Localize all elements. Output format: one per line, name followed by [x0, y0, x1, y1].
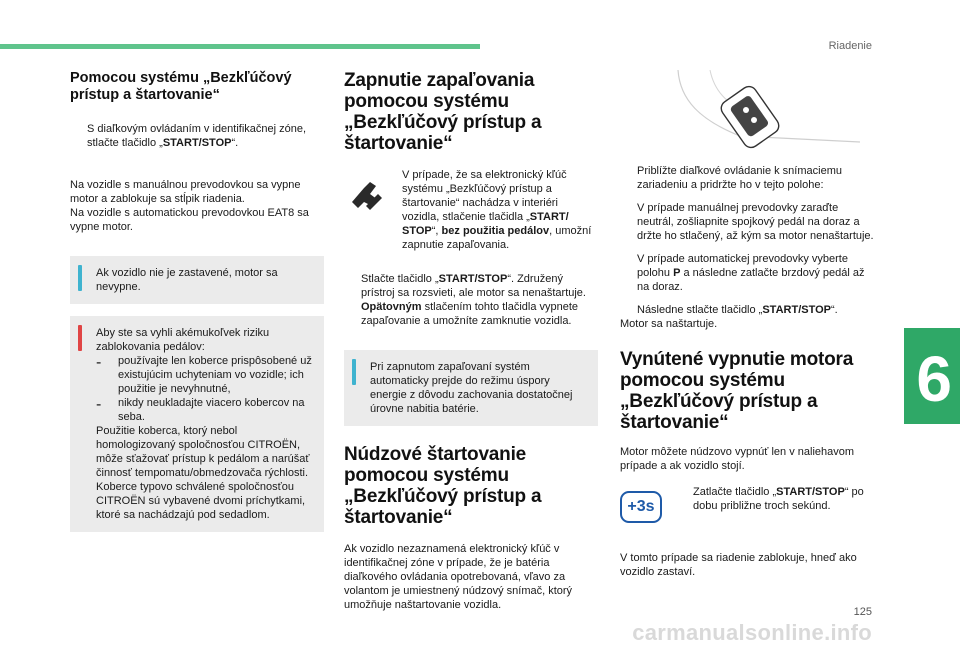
paragraph: Motor sa naštartuje. [620, 318, 718, 330]
page-number: 125 [853, 606, 872, 618]
three-second-block [620, 485, 874, 523]
list-item: V prípade manuálnej prevodovky zaraďte neutrál, zošliapnite spojkový pedál na doraz a držte ho stlačený, až kým sa motor nenaštartuje. [620, 201, 874, 243]
list-item: Následne stlačte tlačidlo „START/STOP“. [620, 303, 874, 317]
warning-icon [78, 325, 82, 351]
bullet-icon [344, 272, 354, 300]
paragraph: Motor môžete núdzovo vypnúť len v naliehavom prípade a ak vozidlo stojí. [620, 446, 855, 472]
paragraph: Ak vozidlo nezaznamená elektronický kľúč v identifikačnej zóne v prípade, že je batéria diaľkového ovládania opotrebovaná, vľavo za volantom je umiestnený núdzový snímač, ktorý umožňuje naštartovanie vozidla. [344, 543, 573, 611]
info-icon [78, 265, 82, 291]
section-label: Riadenie [828, 40, 872, 52]
chapter-number: 6 [916, 343, 952, 415]
list-item: V prípade automatickej prevodovky vyberte polohu P a následne zatlačte brzdový pedál až na doraz. [620, 252, 874, 294]
col3-title: Vynútené vypnutie motora pomocou systému „Bezkľúčový prístup a štartovanie“ [620, 349, 854, 433]
info-icon [352, 359, 356, 385]
list-item: - nikdy neukladajte viacero kobercov na seba. [96, 396, 305, 423]
list-item: Stlačte tlačidlo „START/STOP“. Združený prístroj sa rozsvieti, ale motor sa nenaštartuje. [344, 272, 598, 300]
no-pedal-icon [344, 172, 388, 216]
warning-box: Aby ste sa vyhli akémukoľvek riziku zablokovania pedálov: - používajte len koberce prispôsobené už existujúcim uchyteniam vo vozidle; ich použitie je nevyhnutné, - nikdy neukladajte viacero kobercov na seba. Použitie koberca, ktorý nebol homologizovaný spoločnosťou CITROËN, môže sťažovať prístup k pedálom a narúšať činnosť tempomatu/obmedzovača rýchlosti. Koberce typovo schválené spoločnosťou CITROËN sú vybavené dvomi príchytkami, ktoré sa nachádzajú pod sedadlom. [70, 316, 324, 532]
bullet-icon [620, 252, 630, 294]
list-item: Zatlačte tlačidlo „START/STOP“ po dobu približne troch sekúnd. [676, 485, 874, 523]
col1-title: Pomocou systému „Bezkľúčový prístup a štartovanie“ [70, 70, 292, 103]
list-item: - používajte len koberce prispôsobené už existujúcim uchyteniam vo vozidle; ich použitie je nevyhnutné, [96, 354, 312, 395]
bullet-icon [70, 122, 80, 150]
paragraph: Na vozidle s automatickou prevodovkou EAT8 sa vypne motor. [70, 207, 309, 233]
col2-title: Zapnutie zapaľovania pomocou systému „Bezkľúčový prístup a štartovanie“ [344, 70, 542, 154]
paragraph: V prípade, že sa elektronický kľúč systému „Bezkľúčový prístup a štartovanie“ nachádza v interiéri vozidla, stlačenie tlačidla „START/ STOP“, bez použitia pedálov, umožní zapnutie zapaľovania. [402, 169, 592, 251]
bullet-icon [676, 485, 686, 523]
info-box: Ak vozidlo nie je zastavené, motor sa nevypne. [70, 256, 324, 304]
paragraph: V tomto prípade sa riadenie zablokuje, hneď ako vozidlo zastaví. [620, 552, 857, 578]
column-1 [70, 70, 324, 532]
column-2 [344, 70, 598, 612]
paragraph: Na vozidle s manuálnou prevodovkou sa vypne motor a zablokuje sa stĺpik riadenia. [70, 179, 301, 205]
list-item: Opätovným stlačením tohto tlačidla vypnete zapaľovanie a umožníte zamknutie vozidla. [344, 300, 598, 328]
list-item: Priblížte diaľkové ovládanie k snímaciemu zariadeniu a pridržte ho v tejto polohe: [620, 164, 874, 192]
no-pedal-block [344, 168, 598, 252]
top-accent-bar [0, 44, 480, 49]
remote-near-sensor-illustration [670, 70, 860, 156]
column-3 [620, 70, 874, 579]
bullet-icon [620, 303, 630, 317]
bullet-icon [620, 201, 630, 243]
three-second-icon: +3s [620, 491, 662, 523]
info-box: Pri zapnutom zapaľovaní systém automaticky prejde do režimu úspory energie z dôvodu zachovania dostatočnej úrovne nabitia batérie. [344, 350, 598, 426]
bullet-icon [344, 300, 354, 328]
col2-title-2: Núdzové štartovanie pomocou systému „Bezkľúčový prístup a štartovanie“ [344, 444, 542, 528]
bullet-icon [620, 164, 630, 192]
list-item: S diaľkovým ovládaním v identifikačnej zóne, stlačte tlačidlo „START/STOP“. [70, 122, 324, 150]
watermark: carmanualsonline.info [632, 620, 872, 645]
